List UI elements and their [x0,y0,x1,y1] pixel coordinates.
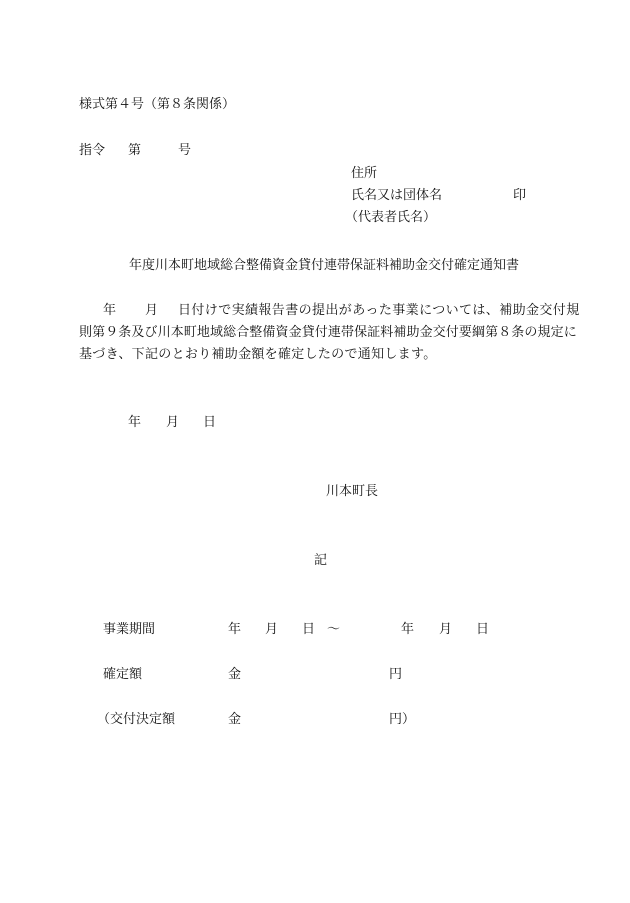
address-label: 住所 [351,166,378,181]
body-line2: 則第９条及び川本町地域総合整備資金貸付連帯保証料補助金交付要綱第８条の規定に [79,325,577,340]
date-year: 年 [128,415,142,430]
period-end-day: 日 [476,622,490,637]
period-label: 事業期間 [103,622,156,637]
date-day: 日 [203,415,217,430]
decided-kin: 金 [228,712,242,727]
body-line1: 日付けで実績報告書の提出があった事業については、補助金交付規 [178,303,580,318]
seal-mark: 印 [513,188,527,203]
period-start-month: 月 [265,622,279,637]
directive-go: 号 [178,143,192,158]
confirmed-kin: 金 [228,667,242,682]
period-tilde: ～ [327,622,341,637]
directive-dai: 第 [128,143,142,158]
period-start-day: 日 [302,622,316,637]
period-start-year: 年 [228,622,242,637]
period-end-year: 年 [401,622,415,637]
form-number: 様式第４号（第８条関係） [79,97,236,112]
issuer: 川本町長 [326,484,379,499]
ki-heading: 記 [314,553,328,568]
name-label: 氏名又は団体名 [351,188,443,203]
document-title: 年度川本町地域総合整備資金貸付連帯保証料補助金交付確定通知書 [129,258,520,273]
confirmed-label: 確定額 [103,667,143,682]
decided-label: （交付決定額 [97,712,176,727]
period-end-month: 月 [439,622,453,637]
body-line3: 基づき、下記のとおり補助金額を確定したので通知します。 [79,347,437,362]
date-month: 月 [166,415,180,430]
body-month: 月 [145,303,159,318]
confirmed-yen: 円 [389,667,403,682]
decided-yen: 円） [389,712,416,727]
representative-label: （代表者氏名） [345,210,437,225]
directive-prefix: 指令 [79,143,106,158]
body-year: 年 [103,303,117,318]
